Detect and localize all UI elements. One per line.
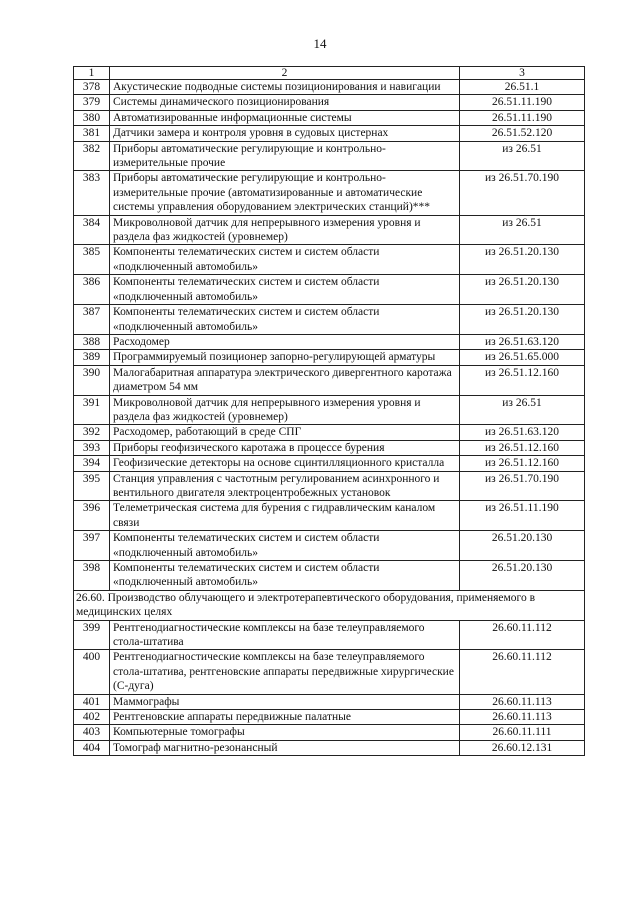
row-name: Компоненты телематических систем и систем области «подключенный автомобиль» bbox=[110, 245, 460, 275]
table-row bbox=[74, 650, 585, 694]
row-number: 394 bbox=[74, 456, 110, 471]
table-row bbox=[74, 425, 585, 440]
table-row bbox=[74, 126, 585, 141]
row-number: 383 bbox=[74, 171, 110, 215]
table-row bbox=[74, 471, 585, 501]
table-row bbox=[74, 561, 585, 591]
row-code: из 26.51.65.000 bbox=[460, 350, 585, 365]
table-row bbox=[74, 740, 585, 755]
product-table bbox=[73, 66, 585, 756]
row-code: 26.60.11.113 bbox=[460, 710, 585, 725]
table-row bbox=[74, 710, 585, 725]
row-name: Томограф магнитно-резонансный bbox=[110, 740, 460, 755]
row-number: 398 bbox=[74, 561, 110, 591]
row-number: 404 bbox=[74, 740, 110, 755]
table-row bbox=[74, 531, 585, 561]
row-number: 393 bbox=[74, 440, 110, 455]
table-row bbox=[74, 275, 585, 305]
row-number: 379 bbox=[74, 95, 110, 110]
row-number: 396 bbox=[74, 501, 110, 531]
row-code: из 26.51.20.130 bbox=[460, 275, 585, 305]
row-name: Приборы геофизического каротажа в процессе бурения bbox=[110, 440, 460, 455]
row-name: Компоненты телематических систем и систем области «подключенный автомобиль» bbox=[110, 305, 460, 335]
row-name: Компьютерные томографы bbox=[110, 725, 460, 740]
row-name: Компоненты телематических систем и систем области «подключенный автомобиль» bbox=[110, 275, 460, 305]
row-code: из 26.51.12.160 bbox=[460, 365, 585, 395]
row-name: Программируемый позиционер запорно-регулирующей арматуры bbox=[110, 350, 460, 365]
row-code: 26.51.11.190 bbox=[460, 110, 585, 125]
row-number: 395 bbox=[74, 471, 110, 501]
row-name: Компоненты телематических систем и систем области «подключенный автомобиль» bbox=[110, 561, 460, 591]
row-number: 391 bbox=[74, 395, 110, 425]
table-row bbox=[74, 80, 585, 95]
row-code: 26.60.11.112 bbox=[460, 620, 585, 650]
row-number: 385 bbox=[74, 245, 110, 275]
row-number: 399 bbox=[74, 620, 110, 650]
row-name: Приборы автоматические регулирующие и контрольно-измерительные прочие (автоматизированные и автоматические системы управления оборудованием электрических станций)*** bbox=[110, 171, 460, 215]
table-row bbox=[74, 141, 585, 171]
row-number: 390 bbox=[74, 365, 110, 395]
row-code: из 26.51.12.160 bbox=[460, 456, 585, 471]
row-name: Датчики замера и контроля уровня в судовых цистернах bbox=[110, 126, 460, 141]
row-number: 389 bbox=[74, 350, 110, 365]
table-row bbox=[74, 215, 585, 245]
table-row bbox=[74, 365, 585, 395]
table-row bbox=[74, 171, 585, 215]
row-code: из 26.51 bbox=[460, 395, 585, 425]
row-number: 400 bbox=[74, 650, 110, 694]
row-code: 26.60.11.111 bbox=[460, 725, 585, 740]
row-name: Телеметрическая система для бурения с гидравлическим каналом связи bbox=[110, 501, 460, 531]
row-name: Микроволновой датчик для непрерывного измерения уровня и раздела фаз жидкостей (уровнемер) bbox=[110, 395, 460, 425]
table-row bbox=[74, 620, 585, 650]
row-number: 384 bbox=[74, 215, 110, 245]
row-code: из 26.51 bbox=[460, 141, 585, 171]
table-row bbox=[74, 395, 585, 425]
table-row bbox=[74, 305, 585, 335]
row-number: 386 bbox=[74, 275, 110, 305]
row-name: Рентгенодиагностические комплексы на базе телеуправляемого стола-штатива bbox=[110, 620, 460, 650]
table-header-row bbox=[74, 67, 585, 80]
row-number: 381 bbox=[74, 126, 110, 141]
row-number: 388 bbox=[74, 334, 110, 349]
table-row bbox=[74, 110, 585, 125]
row-name: Микроволновой датчик для непрерывного измерения уровня и раздела фаз жидкостей (уровнемер) bbox=[110, 215, 460, 245]
row-code: из 26.51.12.160 bbox=[460, 440, 585, 455]
row-code: 26.51.20.130 bbox=[460, 531, 585, 561]
row-code: из 26.51.70.190 bbox=[460, 471, 585, 501]
page-number: 14 bbox=[313, 36, 327, 51]
row-name: Системы динамического позиционирования bbox=[110, 95, 460, 110]
row-code: 26.51.20.130 bbox=[460, 561, 585, 591]
table-row bbox=[74, 245, 585, 275]
row-code: 26.60.12.131 bbox=[460, 740, 585, 755]
row-number: 378 bbox=[74, 80, 110, 95]
row-name: Расходомер, работающий в среде СПГ bbox=[110, 425, 460, 440]
row-name: Рентгенодиагностические комплексы на базе телеуправляемого стола-штатива, рентгеновские аппараты передвижные хирургические (С-дуга) bbox=[110, 650, 460, 694]
row-name: Станция управления с частотным регулированием асинхронного и вентильного двигателя электроцентробежных установок bbox=[110, 471, 460, 501]
row-code: из 26.51.63.120 bbox=[460, 334, 585, 349]
row-code: 26.51.1 bbox=[460, 80, 585, 95]
row-code: из 26.51.11.190 bbox=[460, 501, 585, 531]
table-row bbox=[74, 95, 585, 110]
row-name: Геофизические детекторы на основе сцинтилляционного кристалла bbox=[110, 456, 460, 471]
header-col-3: 3 bbox=[460, 67, 585, 80]
header-col-2: 2 bbox=[110, 67, 460, 80]
row-name: Маммографы bbox=[110, 694, 460, 709]
table-row bbox=[74, 725, 585, 740]
row-number: 403 bbox=[74, 725, 110, 740]
section-heading-row bbox=[74, 590, 585, 620]
row-name: Расходомер bbox=[110, 334, 460, 349]
table-row bbox=[74, 456, 585, 471]
table-row bbox=[74, 694, 585, 709]
row-name: Рентгеновские аппараты передвижные палатные bbox=[110, 710, 460, 725]
table-row bbox=[74, 440, 585, 455]
row-number: 392 bbox=[74, 425, 110, 440]
row-code: из 26.51.20.130 bbox=[460, 305, 585, 335]
table-row bbox=[74, 334, 585, 349]
section-heading: 26.60. Производство облучающего и электротерапевтического оборудования, применяемого в медицинских целях bbox=[74, 590, 585, 620]
row-number: 382 bbox=[74, 141, 110, 171]
row-name: Акустические подводные системы позиционирования и навигации bbox=[110, 80, 460, 95]
table-row bbox=[74, 501, 585, 531]
row-code: из 26.51.70.190 bbox=[460, 171, 585, 215]
row-name: Автоматизированные информационные системы bbox=[110, 110, 460, 125]
row-number: 397 bbox=[74, 531, 110, 561]
row-name: Компоненты телематических систем и систем области «подключенный автомобиль» bbox=[110, 531, 460, 561]
table-row bbox=[74, 350, 585, 365]
row-name: Приборы автоматические регулирующие и контрольно-измерительные прочие bbox=[110, 141, 460, 171]
row-number: 401 bbox=[74, 694, 110, 709]
row-code: 26.60.11.112 bbox=[460, 650, 585, 694]
row-code: из 26.51.20.130 bbox=[460, 245, 585, 275]
row-code: 26.51.52.120 bbox=[460, 126, 585, 141]
header-col-1: 1 bbox=[74, 67, 110, 80]
row-code: из 26.51.63.120 bbox=[460, 425, 585, 440]
row-code: 26.60.11.113 bbox=[460, 694, 585, 709]
row-number: 387 bbox=[74, 305, 110, 335]
row-name: Малогабаритная аппаратура электрического дивергентного каротажа диаметром 54 мм bbox=[110, 365, 460, 395]
row-code: 26.51.11.190 bbox=[460, 95, 585, 110]
row-number: 402 bbox=[74, 710, 110, 725]
row-code: из 26.51 bbox=[460, 215, 585, 245]
row-number: 380 bbox=[74, 110, 110, 125]
